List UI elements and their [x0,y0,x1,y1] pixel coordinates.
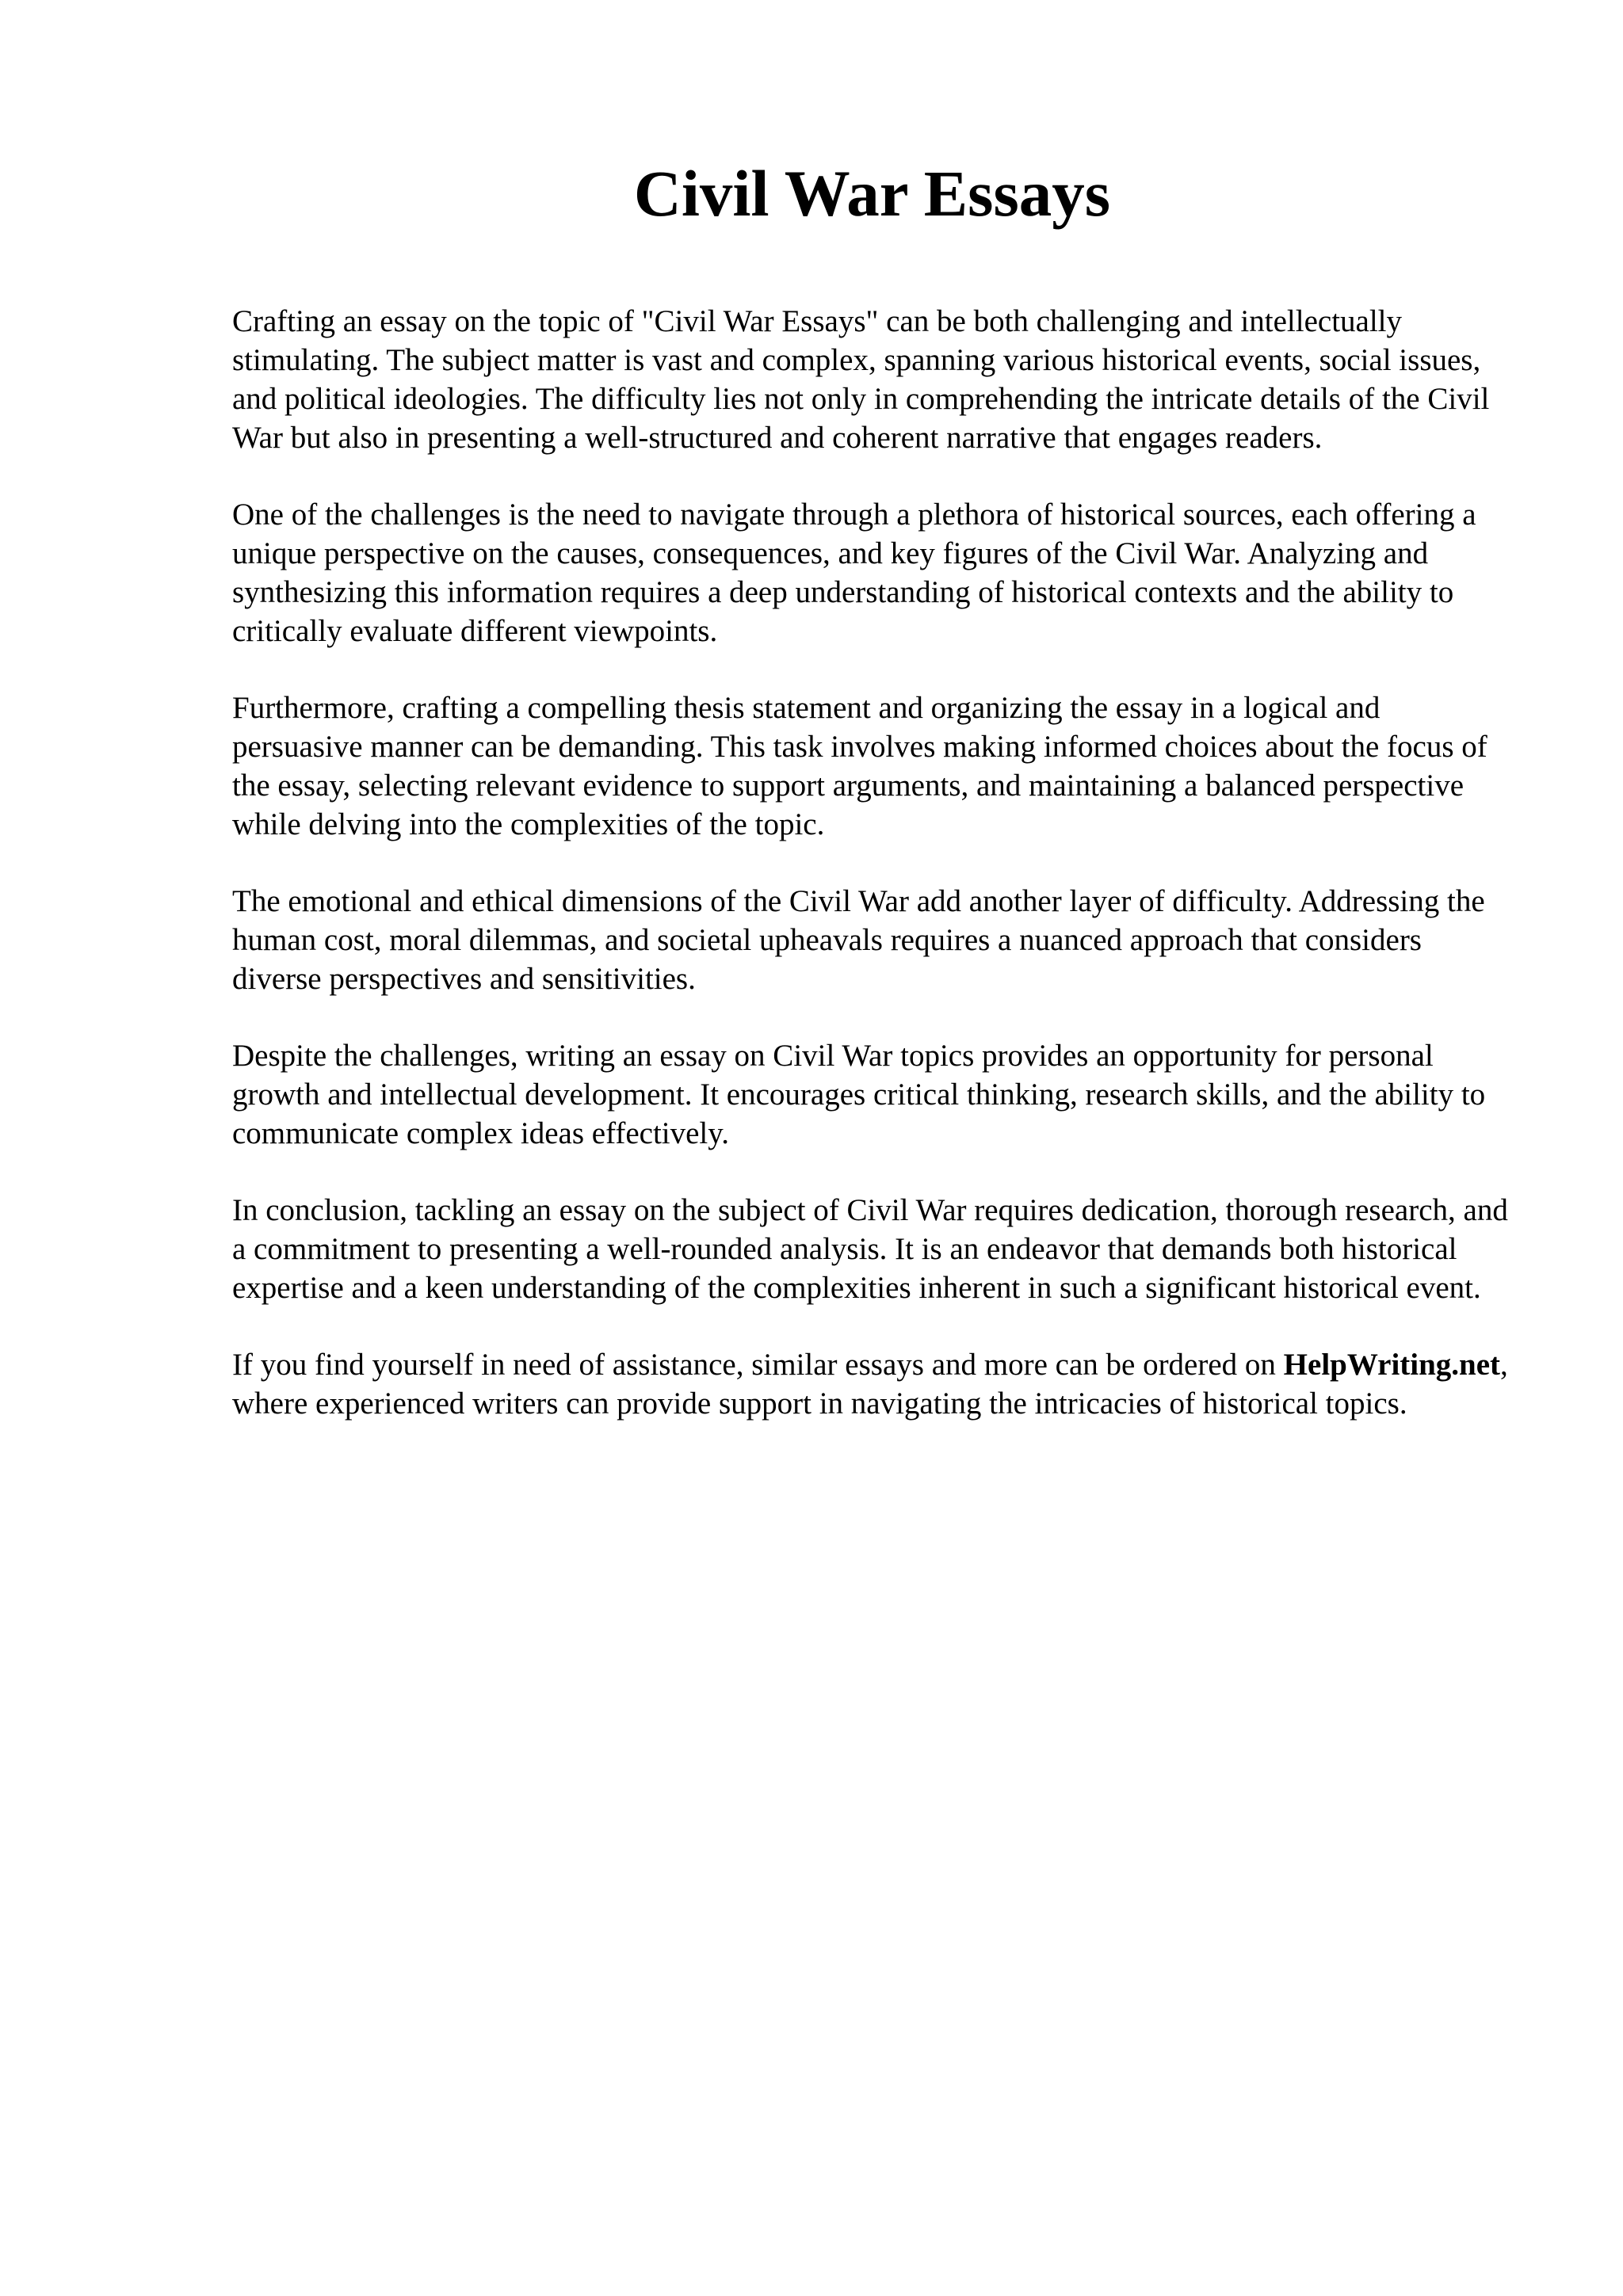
paragraph-2: One of the challenges is the need to navigate through a plethora of historical sources, each offering a unique perspective on the causes, consequences, and key figures of the Civil War. Analyzing and synthesizing this information requires a deep understanding of historical contexts and the ability to critically evaluate different viewpoints. [232,498,1476,648]
closing-text-before: If you find yourself in need of assistance, similar essays and more can be ordered on [232,1348,1284,1382]
closing-paragraph [232,1345,1512,1423]
paragraph-3: Furthermore, crafting a compelling thesis statement and organizing the essay in a logical and persuasive manner can be demanding. This task involves making informed choices about the focus of the essay, selecting relevant evidence to support arguments, and maintaining a balanced perspective while delving into the complexities of the topic. [232,691,1487,841]
page-title: Civil War Essays [633,157,1111,230]
closing-text-after: , where experienced writers can provide support in navigating the intricacies of historical topics. [232,1348,1508,1421]
paragraph-5: Despite the challenges, writing an essay on Civil War topics provides an opportunity for personal growth and intellectual development. It encourages critical thinking, research skills, and the ability to communicate complex ideas effectively. [232,1039,1486,1150]
paragraph-6: In conclusion, tackling an essay on the subject of Civil War requires dedication, thorough research, and a commitment to presenting a well-rounded analysis. It is an endeavor that demands both historical expertise and a keen understanding of the complexities inherent in such a significant historical event. [232,1193,1508,1305]
essay-body [232,302,1512,1423]
brand-name: HelpWriting.net [1283,1348,1501,1382]
paragraph-4: The emotional and ethical dimensions of the Civil War add another layer of difficulty. Addressing the human cost, moral dilemmas, and societal upheavals requires a nuanced approach that considers diverse perspectives and sensitivities. [232,884,1485,996]
paragraph-1: Crafting an essay on the topic of "Civil War Essays" can be both challenging and intellectually stimulating. The subject matter is vast and complex, spanning various historical events, social issues, and political ideologies. The difficulty lies not only in comprehending the intricate details of the Civil War but also in presenting a well-structured and coherent narrative that engages readers. [232,304,1490,455]
